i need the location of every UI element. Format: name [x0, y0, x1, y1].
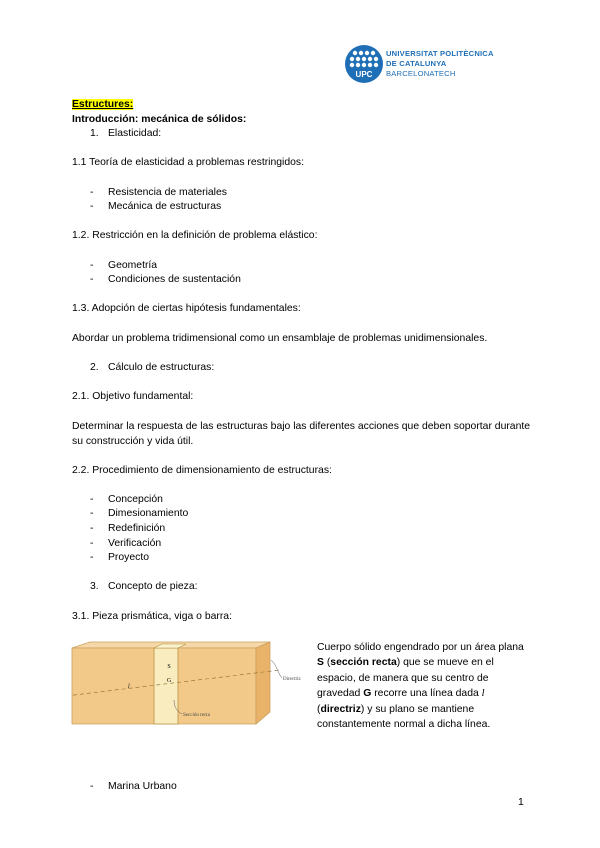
section-1-heading: 1. Elasticidad:: [90, 128, 162, 140]
logo-line-3: BARCELONATECH: [386, 69, 456, 78]
list-item: - Proyecto: [90, 552, 150, 564]
section-1-2: 1.2. Restricción en la definición de problema elástico:: [72, 230, 318, 242]
upc-logo-icon: [344, 44, 384, 84]
upc-logo: [344, 44, 544, 84]
list-item: - Mecánica de estructuras: [90, 201, 222, 213]
list-item: - Concepción: [90, 493, 163, 505]
author-line: - Marina Urbano: [90, 781, 177, 792]
section-2-2: 2.2. Procedimiento de dimensionamiento de estructuras:: [72, 464, 332, 476]
label-l: l: [128, 684, 130, 690]
list-item: - Dimesionamiento: [90, 508, 189, 520]
section-2-1: 2.1. Objetivo fundamental:: [72, 390, 194, 402]
document-body: [72, 98, 532, 624]
section-3-1: 3.1. Pieza prismática, viga o barra:: [72, 610, 232, 622]
prismatic-beam-figure: [70, 640, 308, 730]
logo-text: [386, 49, 494, 79]
list-item: - Geometría: [90, 259, 158, 271]
section-1-3-text: Abordar un problema tridimensional como un ensamblaje de problemas unidimensionales.: [72, 332, 488, 344]
list-item: - Verificación: [90, 537, 162, 549]
list-item: - Resistencia de materiales: [90, 186, 227, 198]
beam-end-face: [256, 642, 270, 724]
figure-row: [70, 640, 530, 730]
author-name: Marina Urbano: [108, 781, 177, 792]
label-seccion: Sección recta: [183, 713, 210, 718]
section-2-1-text: Determinar la respuesta de las estructuras bajo las diferentes acciones que deben soportar durante su construcción y vida útil.: [72, 421, 531, 448]
cross-section: [154, 648, 178, 724]
list-item: - Redefinición: [90, 523, 166, 535]
page-number: 1: [518, 797, 524, 808]
label-directriz: Directriz: [283, 677, 301, 682]
section-2-heading: 2. Cálculo de estructuras:: [90, 361, 215, 373]
section-1-1: 1.1 Teoría de elasticidad a problemas restringidos:: [72, 157, 304, 169]
list-item: - Condiciones de sustentación: [90, 274, 241, 286]
doc-title: Estructures:: [72, 99, 134, 110]
intro-heading: Introducción: mecánica de sólidos:: [72, 113, 247, 125]
section-3-heading: 3. Concepto de pieza:: [90, 581, 198, 593]
section-1-3: 1.3. Adopción de ciertas hipótesis fundamentales:: [72, 303, 301, 315]
figure-caption: Cuerpo sólido engendrado por un área plana S (sección recta) que se mueve en el espacio, de manera que su centro de gravedad G recorre una línea dada l (directriz) y su plano se mantiene constantemente normal a dicha línea.: [317, 642, 524, 731]
logo-line-1: UNIVERSITAT POLITÈCNICA: [386, 49, 494, 58]
logo-line-2: DE CATALUNYA: [386, 59, 447, 68]
label-g: G: [166, 678, 172, 684]
logo-badge-text: UPC: [355, 70, 373, 79]
label-s: S: [167, 664, 171, 670]
